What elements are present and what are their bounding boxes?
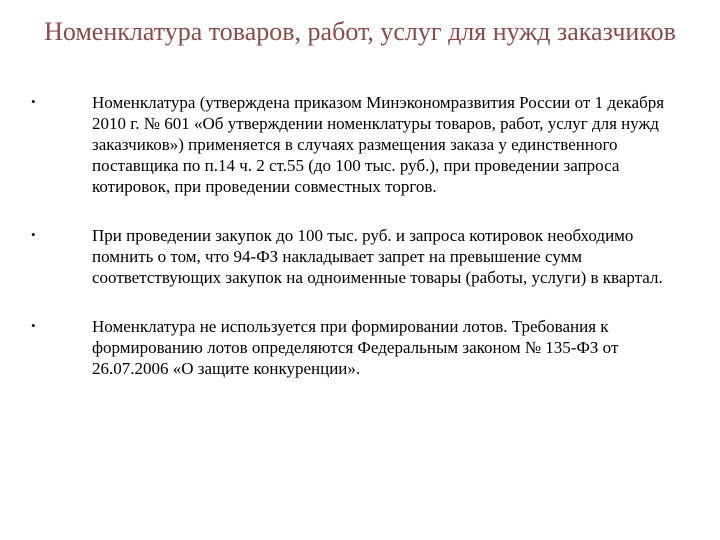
bullet-item (0, 316, 720, 379)
bullet-icon: • (31, 227, 36, 242)
bullet-icon: • (31, 94, 36, 109)
bullet-list (0, 92, 720, 407)
bullet-icon: • (31, 318, 36, 333)
bullet-text: Номенклатура не используется при формировании лотов. Требования к формированию лотов определяются Федеральным законом № 135-ФЗ от 26.07.2006 «О защите конкуренции». (92, 317, 619, 378)
bullet-item (0, 225, 720, 288)
bullet-item (0, 92, 720, 197)
bullet-text: Номенклатура (утверждена приказом Минэкономразвития России от 1 декабря 2010 г. № 601 «Об утверждении номенклатуры товаров, работ, услуг для нужд заказчиков») применяется в случаях размещения заказа у единственного поставщика по п.14 ч. 2 ст.55 (до 100 тыс. руб.), при проведении запроса котировок, при проведении совместных торгов. (92, 93, 665, 196)
bullet-text: При проведении закупок до 100 тыс. руб. и запроса котировок необходимо помнить о том, что 94-ФЗ накладывает запрет на превышение сумм соответствующих закупок на одноименные товары (работы, услуги) в квартал. (92, 226, 663, 287)
slide-title: Номенклатура товаров, работ, услуг для нужд заказчиков (44, 17, 676, 46)
